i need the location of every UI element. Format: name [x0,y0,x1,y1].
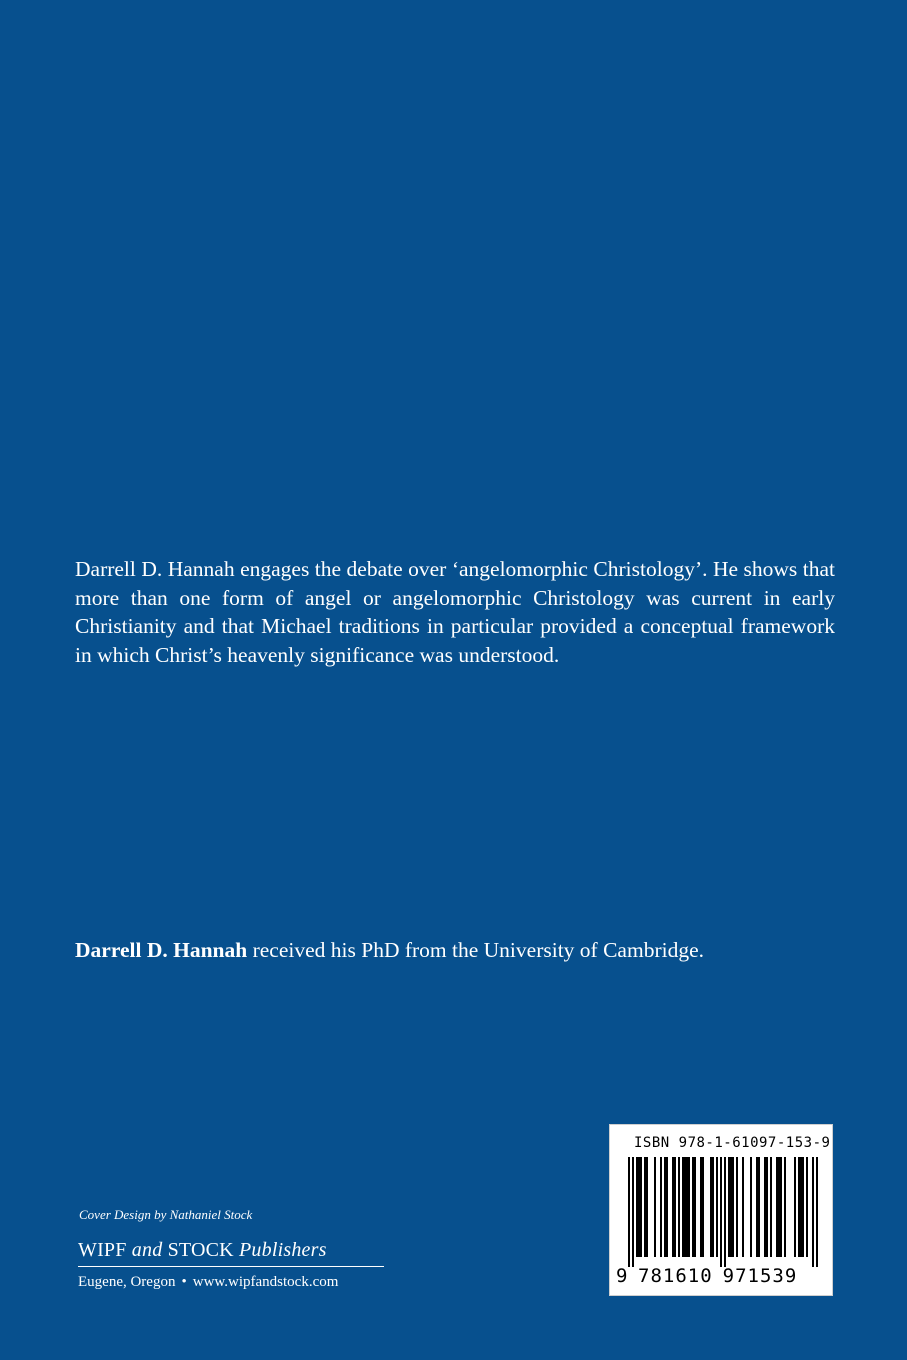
barcode-bar [700,1157,702,1257]
barcode-bar [816,1157,818,1267]
publisher-info [78,1273,384,1291]
barcode-bar [720,1157,722,1267]
barcode-bar [640,1157,642,1257]
isbn-barcode [609,1124,833,1296]
barcode-bar [666,1157,668,1257]
barcode-digits-right: 971539 [722,1265,798,1287]
barcode-bar [770,1157,772,1257]
barcode-bar [742,1157,744,1257]
author-name: Darrell D. Hannah [75,938,248,962]
barcode-bar [778,1157,780,1257]
barcode-bar [756,1157,758,1257]
publisher-name-publishers: Publishers [239,1239,327,1261]
barcode-bar [800,1157,802,1257]
barcode-bar [702,1157,704,1257]
barcode-bar [678,1157,680,1257]
barcode-bar [812,1157,814,1267]
barcode-bar [692,1157,694,1257]
barcode-bar [686,1157,688,1257]
isbn-label: ISBN 978-1-61097-153-9 [634,1135,831,1151]
barcode-bar [780,1157,782,1257]
barcode-bar [724,1157,726,1267]
barcode-bar [716,1157,718,1257]
publisher-name-wipf: WIPF [78,1239,132,1261]
barcode-bar [628,1157,630,1267]
barcode-bar [764,1157,766,1257]
barcode-bar [710,1157,712,1257]
barcode-digits-left: 781610 [638,1265,713,1287]
barcode-bar [802,1157,804,1257]
barcode-bar [682,1157,684,1257]
barcode-bar [688,1157,690,1257]
barcode-bar [784,1157,786,1257]
barcode-bar [736,1157,738,1257]
barcode-bar [776,1157,778,1257]
barcode-bar [766,1157,768,1257]
barcode-bar [694,1157,696,1257]
back-cover-blurb: Darrell D. Hannah engages the debate over ‘angelomorphic Christology’. He shows that more than one form of angel or angelomorphic Christology was current in early Christianity and that Michael traditions in particular provided a conceptual framework in which Christ’s heavenly significance was understood. [75,557,835,667]
barcode-bar [654,1157,656,1257]
barcode-bar [684,1157,686,1257]
cover-design-credit: Cover Design by Nathaniel Stock [79,1207,253,1222]
barcode-bar [636,1157,638,1257]
barcode-bar [632,1157,634,1267]
barcode-bar [646,1157,648,1257]
barcode-bar [712,1157,714,1257]
author-bio [75,936,845,964]
barcode-bar [644,1157,646,1257]
barcode-bar [730,1157,732,1257]
barcode-bar [664,1157,666,1257]
barcode-bar [794,1157,796,1257]
publisher-name-stock: STOCK [162,1239,240,1261]
barcode-bars [620,1157,824,1267]
barcode-bar [758,1157,760,1257]
barcode-bar [750,1157,752,1257]
bullet-separator: • [181,1274,187,1290]
publisher-name-and: and [131,1239,163,1261]
author-bio-text: received his PhD from the University of Cambridge. [247,938,704,962]
barcode-bar [798,1157,800,1257]
barcode-bar [728,1157,730,1257]
publisher-location: Eugene, Oregon [78,1274,176,1290]
barcode-bar [732,1157,734,1257]
barcode-bar [672,1157,674,1257]
barcode-bar [674,1157,676,1257]
barcode-bar [638,1157,640,1257]
publisher-website: www.wipfandstock.com [192,1274,339,1290]
publisher-name [78,1238,384,1267]
barcode-bar [660,1157,662,1257]
barcode-bar [806,1157,808,1257]
barcode-digit-first: 9 [616,1265,629,1287]
publisher-block [78,1238,384,1291]
barcode-digits [616,1265,828,1287]
